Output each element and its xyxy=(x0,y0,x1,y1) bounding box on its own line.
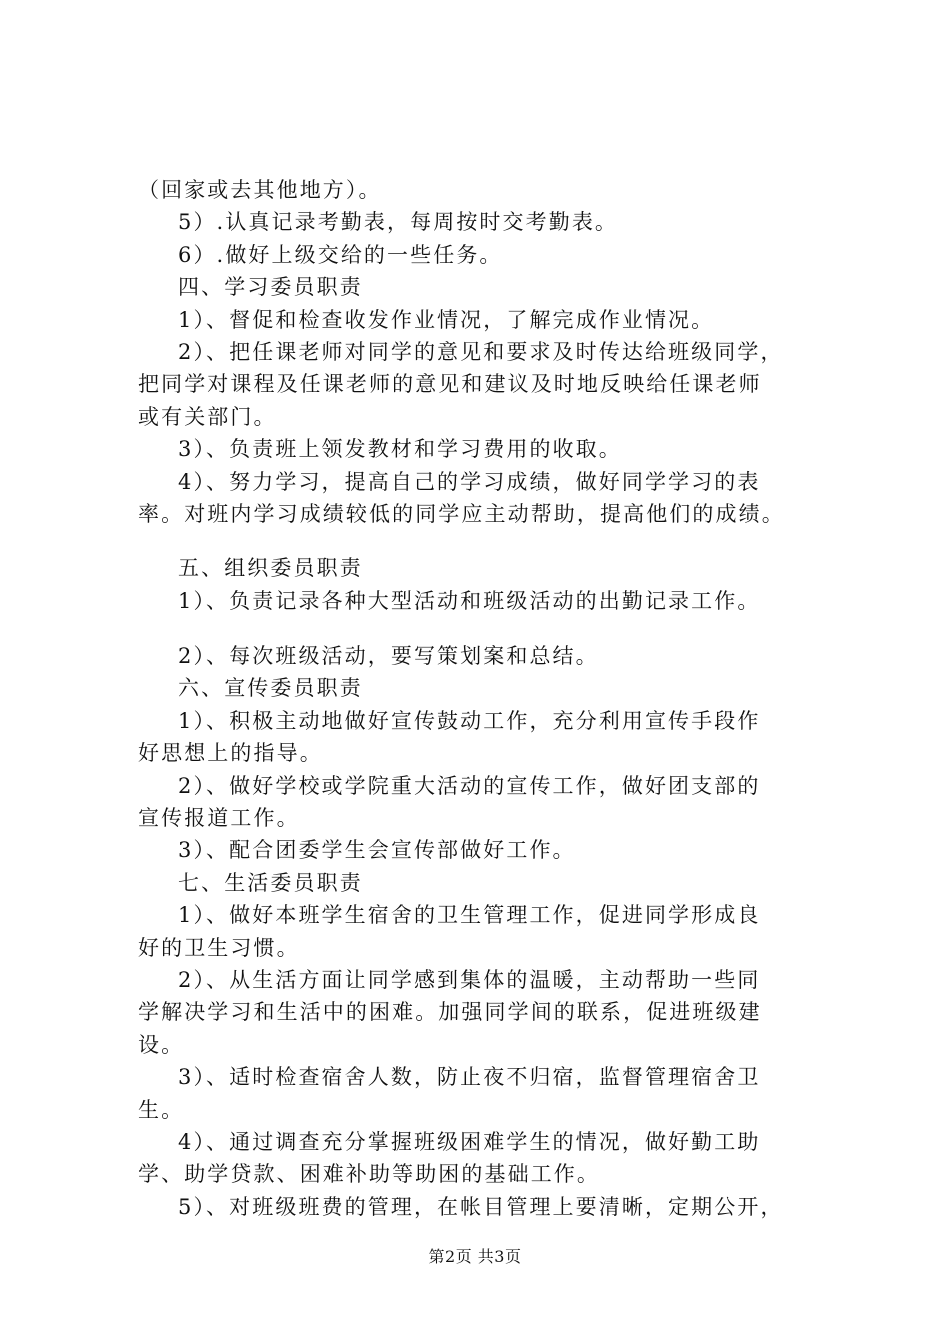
text-line: 学、助学贷款、困难补助等助困的基础工作。 xyxy=(138,1162,600,1187)
text-line: 生。 xyxy=(138,1097,185,1122)
text-line: 3）、配合团委学生会宣传部做好工作。 xyxy=(178,838,576,863)
text-line: 学解决学习和生活中的困难。加强同学间的联系，促进班级建 xyxy=(138,1000,762,1025)
text-line: 2）、做好学校或学院重大活动的宣传工作，做好团支部的 xyxy=(178,773,761,798)
text-line: 5）、对班级班费的管理，在帐目管理上要清晰，定期公开， xyxy=(178,1194,784,1219)
page-footer: 第2页 共3页 xyxy=(428,1247,522,1266)
text-line: 1）、负责记录各种大型活动和班级活动的出勤记录工作。 xyxy=(178,588,761,613)
text-line: 5）.认真记录考勤表，每周按时交考勤表。 xyxy=(178,210,619,235)
text-line: （回家或去其他地方）。 xyxy=(138,178,382,202)
text-line: 2）、把任课老师对同学的意见和要求及时传达给班级同学， xyxy=(178,339,784,364)
text-line: 宣传报道工作。 xyxy=(138,806,300,831)
text-line: 2）、从生活方面让同学感到集体的温暖，主动帮助一些同 xyxy=(178,967,761,992)
text-line: 1）、督促和检查收发作业情况，了解完成作业情况。 xyxy=(178,307,715,332)
text-line: 3）、负责班上领发教材和学习费用的收取。 xyxy=(178,437,622,462)
text-line: 把同学对课程及任课老师的意见和建议及时地反映给任课老师 xyxy=(138,372,762,397)
text-line: 3）、适时检查宿舍人数，防止夜不归宿，监督管理宿舍卫 xyxy=(178,1065,761,1090)
text-line: 率。对班内学习成绩较低的同学应主动帮助，提高他们的成绩。 xyxy=(138,501,785,526)
text-line: 好思想上的指导。 xyxy=(138,741,323,766)
text-line: 4）、通过调查充分掌握班级困难学生的情况，做好勤工助 xyxy=(178,1129,761,1154)
text-line: 六、宣传委员职责 xyxy=(178,676,363,701)
text-line: 1）、做好本班学生宿舍的卫生管理工作，促进同学形成良 xyxy=(178,903,761,928)
text-line: 或有关部门。 xyxy=(138,404,277,429)
paragraph-gap xyxy=(138,530,838,552)
text-line: 四、学习委员职责 xyxy=(178,275,363,300)
text-line: 1）、积极主动地做好宣传鼓动工作，充分利用宣传手段作 xyxy=(178,708,761,733)
text-line: 4）、努力学习，提高自己的学习成绩，做好同学学习的表 xyxy=(178,469,761,494)
text-line: 五、组织委员职责 xyxy=(178,556,363,581)
text-line: 6）.做好上级交给的一些任务。 xyxy=(178,242,503,267)
document-body xyxy=(138,174,838,1223)
text-line: 好的卫生习惯。 xyxy=(138,935,300,960)
text-line: 设。 xyxy=(138,1032,185,1057)
text-line: 七、生活委员职责 xyxy=(178,870,363,895)
paragraph-gap xyxy=(138,617,838,640)
text-line: 2）、每次班级活动，要写策划案和总结。 xyxy=(178,644,599,669)
